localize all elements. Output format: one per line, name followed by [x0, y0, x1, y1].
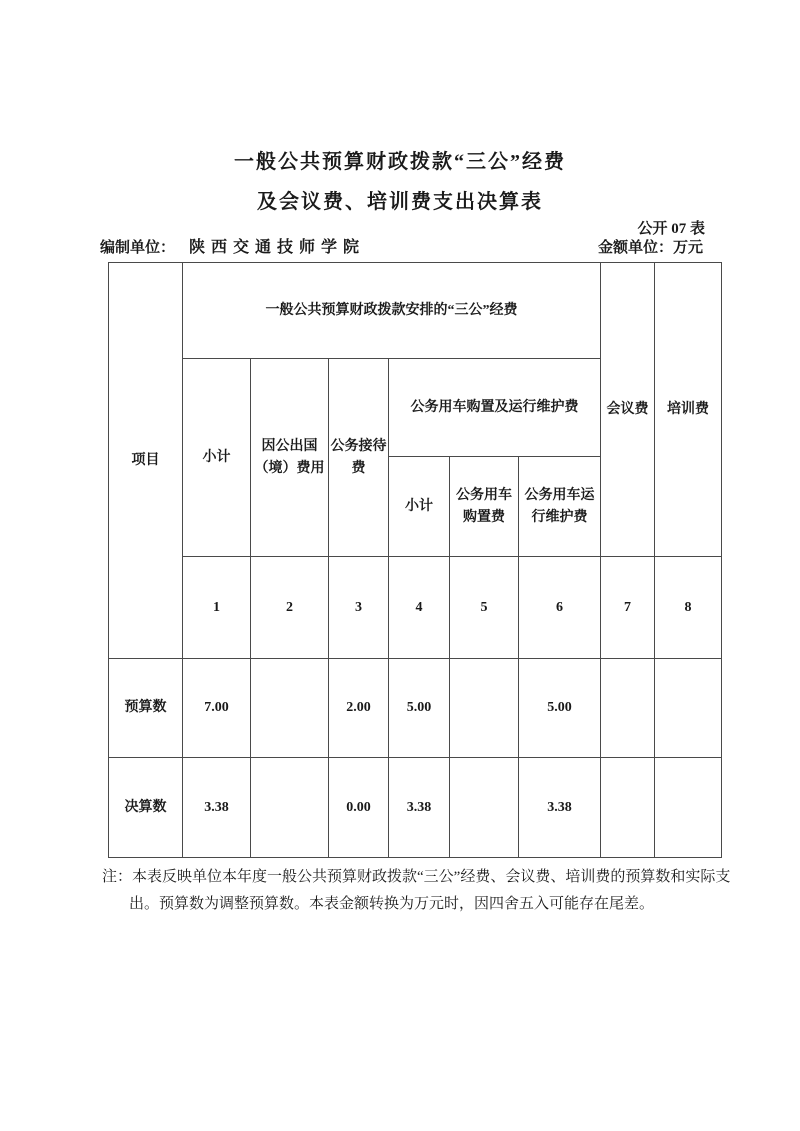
header-official-reception: 公务接待费 [329, 359, 389, 557]
column-number-8: 8 [655, 557, 722, 659]
header-vehicle-subtotal: 小计 [389, 457, 450, 557]
prepared-by-label: 编制单位： [100, 240, 176, 256]
budget-vehicle-subtotal: 5.00 [389, 659, 450, 758]
header-abroad-expense: 因公出国（境）费用 [251, 359, 329, 557]
column-number-4: 4 [389, 557, 450, 659]
prepared-by-value: 陕西交通技师学院 [189, 239, 366, 256]
header-vehicle-purchase: 公务用车购置费 [450, 457, 519, 557]
budget-subtotal: 7.00 [183, 659, 251, 758]
column-number-3: 3 [329, 557, 389, 659]
page-title-line2: 及会议费、培训费支出决算表 [257, 191, 543, 213]
column-number-row [109, 557, 722, 659]
header-vehicle-maintenance: 公务用车运行维护费 [519, 457, 601, 557]
final-training [655, 758, 722, 858]
header-item: 项目 [109, 263, 183, 659]
final-vehicle-maintenance: 3.38 [519, 758, 601, 858]
column-number-7: 7 [601, 557, 655, 659]
header-subtotal: 小计 [183, 359, 251, 557]
footnote-line2: 出。预算数为调整预算数。本表金额转换为万元时，因四舍五入可能存在尾差。 [129, 896, 655, 912]
column-number-6: 6 [519, 557, 601, 659]
header-training-fee: 培训费 [655, 263, 722, 557]
table-number-label: 公开 07 表 [637, 221, 705, 237]
header-three-public-group: 一般公共预算财政拨款安排的“三公”经费 [183, 263, 601, 359]
final-vehicle-purchase [450, 758, 519, 858]
prepared-by [100, 239, 365, 257]
final-vehicle-subtotal: 3.38 [389, 758, 450, 858]
budget-vehicle-purchase [450, 659, 519, 758]
budget-training [655, 659, 722, 758]
budget-conference [601, 659, 655, 758]
final-reception: 0.00 [329, 758, 389, 858]
final-subtotal: 3.38 [183, 758, 251, 858]
meta-row [100, 239, 703, 257]
column-number-1: 1 [183, 557, 251, 659]
header-row-1 [109, 263, 722, 359]
footnote [102, 864, 742, 918]
footnote-line1: 注：本表反映单位本年度一般公共预算财政拨款“三公”经费、会议费、培训费的预算数和实际支 [102, 869, 731, 885]
page-title-line1: 一般公共预算财政拨款“三公”经费 [234, 151, 566, 173]
header-vehicle-group: 公务用车购置及运行维护费 [389, 359, 601, 457]
budget-reception: 2.00 [329, 659, 389, 758]
budget-table [108, 262, 722, 858]
budget-abroad [251, 659, 329, 758]
final-conference [601, 758, 655, 858]
amount-unit-label: 金额单位：万元 [597, 240, 703, 256]
column-number-2: 2 [251, 557, 329, 659]
final-row [109, 758, 722, 858]
budget-vehicle-maintenance: 5.00 [519, 659, 601, 758]
header-conference-fee: 会议费 [601, 263, 655, 557]
column-number-5: 5 [450, 557, 519, 659]
row-label-budget: 预算数 [109, 659, 183, 758]
budget-row [109, 659, 722, 758]
final-abroad [251, 758, 329, 858]
row-label-final: 决算数 [109, 758, 183, 858]
